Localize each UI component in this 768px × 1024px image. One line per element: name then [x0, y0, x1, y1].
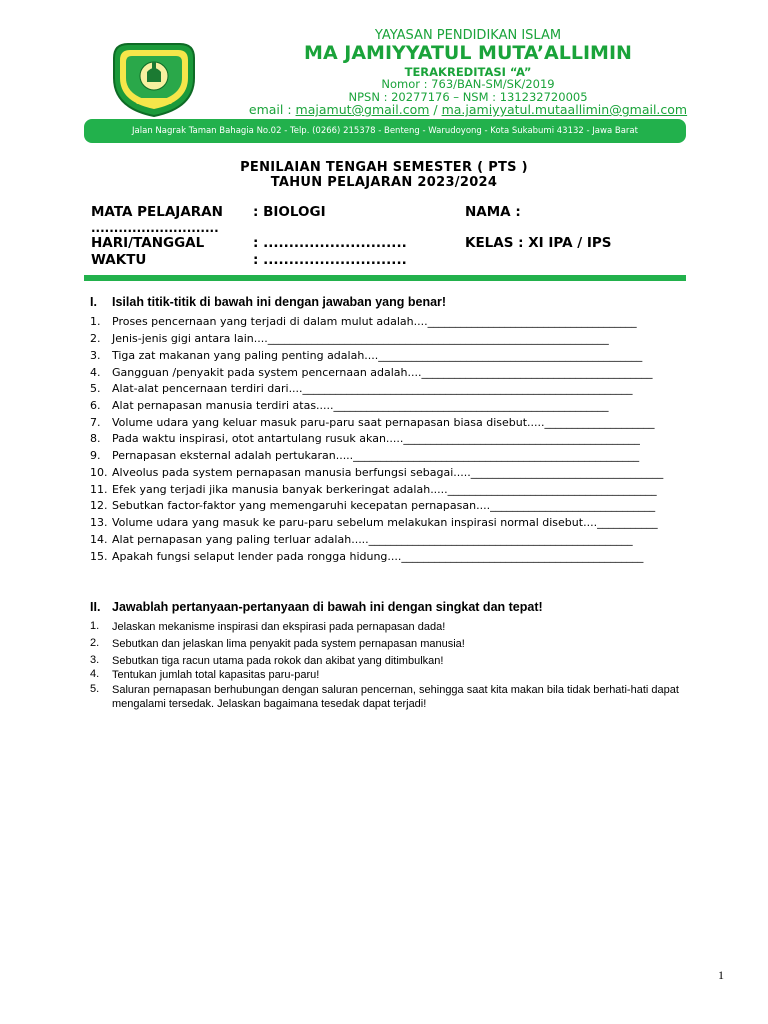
section-1-number: I.: [90, 295, 97, 309]
question-text: Tentukan jumlah total kapasitas paru-paru!: [112, 669, 320, 681]
essay-question-item: [90, 637, 690, 651]
exam-title: PENILAIAN TENGAH SEMESTER ( PTS ): [240, 160, 528, 175]
question-number: 4.: [90, 668, 100, 680]
question-item: [90, 516, 690, 529]
academic-year: TAHUN PELAJARAN 2023/2024: [270, 175, 498, 190]
question-number: 8.: [90, 432, 101, 445]
question-number: 1.: [90, 620, 100, 632]
email-line: [150, 102, 768, 117]
question-number: 1.: [90, 315, 101, 328]
page-number: 1: [718, 968, 724, 982]
question-number: 12.: [90, 499, 108, 512]
question-number: 4.: [90, 366, 101, 379]
essay-question-item: [90, 654, 690, 668]
question-text: Alat-alat pencernaan terdiri dari....____________________________________________________________: [112, 382, 633, 395]
question-text: Pernapasan eksternal adalah pertukaran.....____________________________________________________: [112, 449, 640, 462]
question-number: 2.: [90, 637, 100, 649]
email-link-2[interactable]: ma.jamiyyatul.mutaallimin@gmail.com: [441, 102, 688, 117]
question-number: 5.: [90, 382, 101, 395]
question-text: Alveolus pada system pernapasan manusia berfungsi sebagai.....___________________________________: [112, 466, 664, 479]
section-2-instruction: Jawablah pertanyaan-pertanyaan di bawah ini dengan singkat dan tepat!: [112, 600, 543, 614]
essay-question-item: [90, 683, 690, 711]
essay-question-item: [90, 620, 690, 634]
time-label: WAKTU: [91, 252, 147, 268]
foundation-name: YAYASAN PENDIDIKAN ISLAM: [374, 28, 562, 43]
question-text: Volume udara yang keluar masuk paru-paru saat pernapasan biasa disebut.....____________________: [112, 416, 655, 429]
question-item: [90, 315, 690, 328]
question-number: 9.: [90, 449, 101, 462]
time-value: : ............................: [253, 252, 407, 268]
question-item: [90, 332, 690, 345]
question-item: [90, 499, 690, 512]
subject-value: : BIOLOGI: [253, 204, 326, 220]
question-number: 10.: [90, 466, 108, 479]
section-1-heading: [90, 295, 446, 309]
day-date-label: HARI/TANGGAL: [91, 235, 205, 251]
npsn-nsm: NPSN : 20277176 – NSM : 131232720005: [348, 90, 588, 104]
question-text: Jelaskan mekanisme inspirasi dan ekspirasi pada pernapasan dada!: [112, 621, 446, 633]
question-number: 5.: [90, 683, 100, 695]
question-text: Volume udara yang masuk ke paru-paru sebelum melakukan inspirasi normal disebut....___________: [112, 516, 658, 529]
question-text: Sebutkan dan jelaskan lima penyakit pada system pernapasan manusia!: [112, 638, 465, 650]
section-2-number: II.: [90, 600, 101, 614]
class-label: KELAS : XI IPA / IPS: [465, 235, 612, 251]
question-text: Efek yang terjadi jika manusia banyak berkeringat adalah.....______________________________________: [112, 483, 657, 496]
email-separator: /: [429, 102, 442, 117]
name-label: NAMA :: [465, 204, 521, 220]
question-item: [90, 349, 690, 362]
question-number: 7.: [90, 416, 101, 429]
question-item: [90, 399, 690, 412]
section-2-heading: [90, 600, 543, 614]
question-item: [90, 382, 690, 395]
section-1-instruction: Isilah titik-titik di bawah ini dengan jawaban yang benar!: [112, 295, 447, 309]
question-text: Sebutkan factor-faktor yang memengaruhi kecepatan pernapasan....______________________________: [112, 499, 656, 512]
question-item: [90, 432, 690, 445]
email-link-1[interactable]: majamut@gmail.com: [295, 102, 430, 117]
question-item: [90, 483, 690, 496]
question-item: [90, 366, 690, 379]
question-text: Saluran pernapasan berhubungan dengan saluran pencernan, sehingga saat kita makan bila tidak berhati-hati dapat mengalami tersedak. Jelaskan bagaimana tesedak dapat terjadi!: [112, 684, 679, 710]
question-number: 2.: [90, 332, 101, 345]
question-number: 6.: [90, 399, 101, 412]
accreditation: TERAKREDITASI “A”: [404, 65, 532, 79]
name-dots: ............................: [91, 221, 219, 235]
address-bar: Jalan Nagrak Taman Bahagia No.02 - Telp. (0266) 215378 - Benteng - Warudoyong - Kota Sukabumi 43132 - Jawa Barat: [84, 119, 686, 143]
question-text: Proses pencernaan yang terjadi di dalam mulut adalah....______________________________________: [112, 315, 637, 328]
divider-rule: [84, 275, 686, 281]
question-number: 13.: [90, 516, 108, 529]
question-item: [90, 449, 690, 462]
question-text: Pada waktu inspirasi, otot antartulang rusuk akan.....___________________________________________: [112, 432, 640, 445]
question-text: Alat pernapasan yang paling terluar adalah.....________________________________________________: [112, 533, 633, 546]
question-text: Tiga zat makanan yang paling penting adalah....________________________________________________: [112, 349, 643, 362]
question-item: [90, 533, 690, 546]
question-number: 14.: [90, 533, 108, 546]
accreditation-number: Nomor : 763/BAN-SM/SK/2019: [381, 77, 555, 91]
question-text: Sebutkan tiga racun utama pada rokok dan akibat yang ditimbulkan!: [112, 655, 444, 667]
question-number: 11.: [90, 483, 108, 496]
question-text: Alat pernapasan manusia terdiri atas.....__________________________________________________: [112, 399, 609, 412]
question-item: [90, 466, 690, 479]
question-text: Apakah fungsi selaput lender pada rongga hidung....____________________________________________: [112, 550, 644, 563]
question-number: 3.: [90, 349, 101, 362]
day-date-value: : ............................: [253, 235, 407, 251]
question-number: 3.: [90, 654, 100, 666]
essay-question-item: [90, 668, 690, 682]
question-text: Jenis-jenis gigi antara lain....______________________________________________________________: [112, 332, 609, 345]
question-number: 15.: [90, 550, 108, 563]
question-item: [90, 416, 690, 429]
question-item: [90, 550, 690, 563]
school-name: MA JAMIYYATUL MUTA’ALLIMIN: [304, 42, 632, 64]
subject-label: MATA PELAJARAN: [91, 204, 223, 220]
question-text: Gangguan /penyakit pada system pencernaan adalah....__________________________________________: [112, 366, 653, 379]
email-label: email :: [248, 102, 296, 117]
